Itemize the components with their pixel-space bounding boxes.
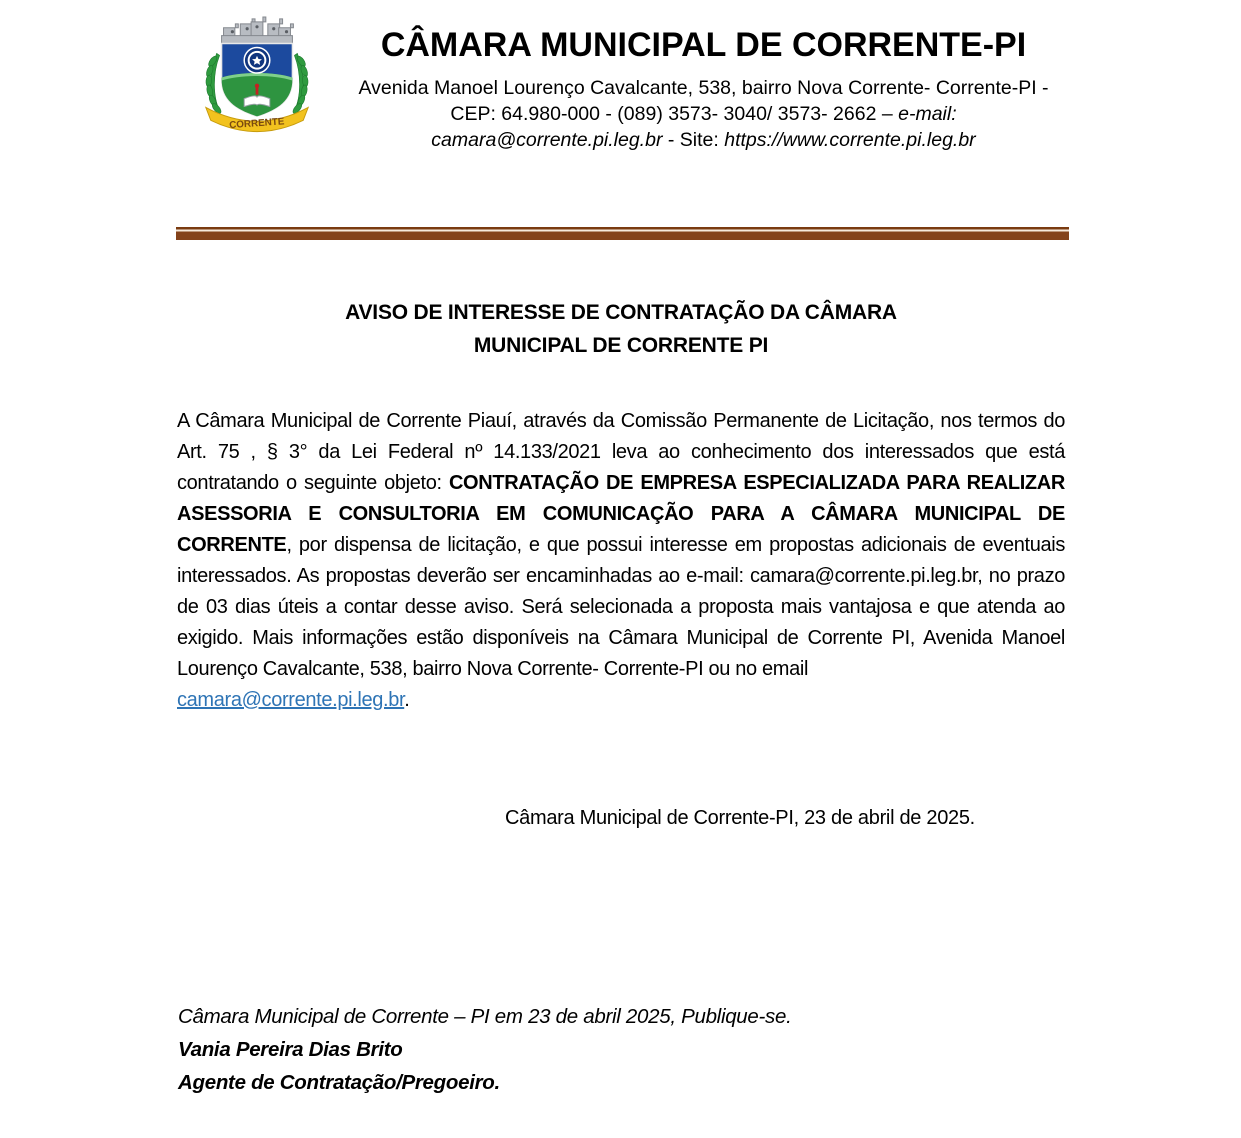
body-intro: A Câmara Municipal de Corrente Piauí, através da Comissão Permanente de Licitação, nos termos do Art. 75 , § 3° da Lei Federal nº 14.133/2021 leva ao conhecimento dos interessados que está contratando o seguinte objeto:: [177, 410, 1065, 494]
letterhead: [0, 0, 1241, 153]
signature-publish-line: Câmara Municipal de Corrente – PI em 23 de abril 2025, Publique-se.: [178, 1005, 792, 1028]
notice-heading-line1: AVISO DE INTERESSE DE CONTRATAÇÃO DA CÂMARA: [345, 301, 897, 324]
address-line-2: CEP: 64.980-000 - (089) 3573- 3040/ 3573- 2662 –: [450, 103, 899, 125]
svg-text:CORRENTE: CORRENTE: [228, 116, 285, 132]
org-address: [338, 75, 1069, 153]
dateline: Câmara Municipal de Corrente-PI, 23 de abril de 2025.: [505, 807, 975, 829]
email-period: .: [404, 689, 410, 711]
signature-role: Agente de Contratação/Pregoeiro.: [178, 1071, 500, 1094]
email-line: [177, 685, 1065, 716]
address-site-label: - Site:: [662, 129, 725, 151]
email-link[interactable]: camara@corrente.pi.leg.br: [177, 689, 405, 711]
notice-heading: [177, 296, 1065, 362]
notice-content: [177, 296, 1065, 1099]
body-rest: , por dispensa de licitação, e que possui interesse em propostas adicionais de eventuais interessados. As propostas deverão ser encaminhadas ao e-mail: camara@corrente.pi.leg.br, no prazo de 03 dias úteis a contar desse aviso. Será selecionada a proposta mais vantajosa e que atenda ao exigido. Mais informações estão disponíveis na Câmara Municipal de Corrente PI, Avenida Manoel Lourenço Cavalcante, 538, bairro Nova Corrente- Corrente-PI ou no email: [177, 534, 1065, 680]
coat-of-arms-icon: [188, 14, 326, 143]
body-object-bold: CONTRATAÇÃO DE EMPRESA ESPECIALIZADA PARA REALIZAR ASESSORIA E CONSULTORIA EM COMUNICAÇÃO PARA A CÂMARA MUNICIPAL DE CORRENTE: [177, 472, 1065, 556]
address-email: camara@corrente.pi.leg.br: [431, 129, 663, 151]
notice-heading-line2: MUNICIPAL DE CORRENTE PI: [473, 334, 769, 357]
address-site-url: https://www.corrente.pi.leg.br: [724, 129, 976, 151]
address-email-label: e-mail:: [898, 103, 957, 125]
signature-block: [178, 1000, 1065, 1099]
address-line-1: Avenida Manoel Lourenço Cavalcante, 538, bairro Nova Corrente- Corrente-PI -: [358, 77, 1049, 99]
signature-name: Vania Pereira Dias Brito: [178, 1038, 403, 1061]
page-title: CÂMARA MUNICIPAL DE CORRENTE-PI: [380, 26, 1027, 64]
body-paragraph: [177, 406, 1065, 685]
divider-rule: [176, 227, 1069, 240]
letterhead-text: [338, 14, 1069, 153]
